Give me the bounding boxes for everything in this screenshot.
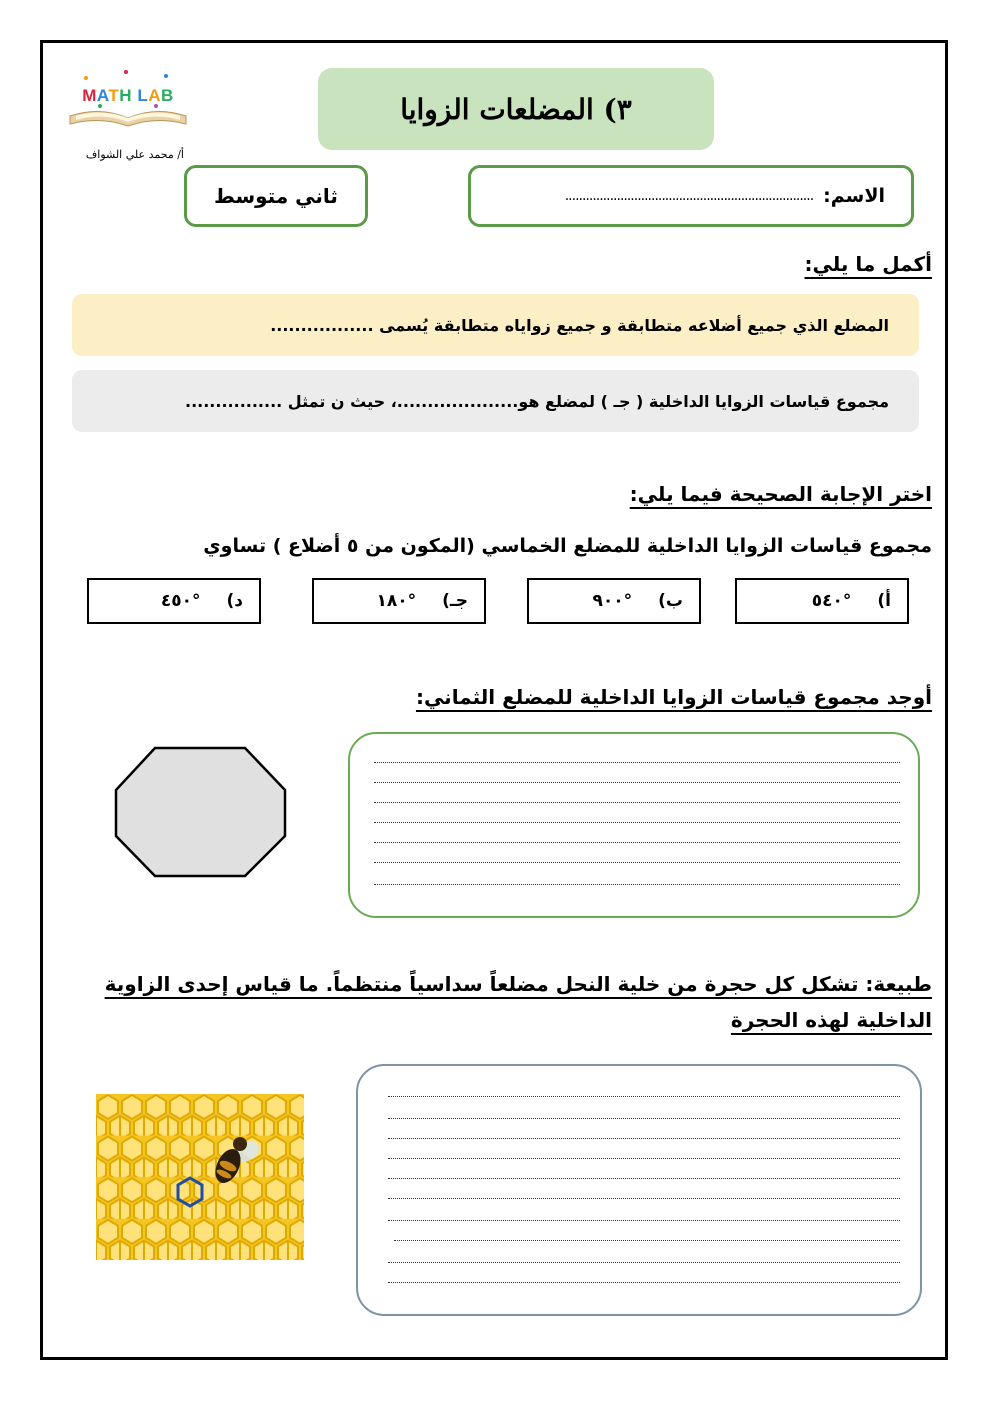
- section3-heading: أوجد مجموع قياسات الزوايا الداخلية للمضلع الثماني:: [415, 685, 932, 709]
- option-d-value: °٤٥٠: [160, 591, 201, 611]
- option-b[interactable]: [527, 578, 701, 624]
- fill-item-2: مجموع قياسات الزوايا الداخلية ( جـ ) لمضلع هو....................، حيث ن تمثل ................: [72, 370, 919, 432]
- name-label: الاسم:: [823, 185, 885, 207]
- hexagon-answer-area[interactable]: [356, 1064, 922, 1316]
- option-c-value: °١٨٠: [376, 591, 417, 611]
- page-title: ٣) المضلعات الزوايا: [318, 68, 714, 150]
- honeycomb-image: [96, 1094, 304, 1260]
- grade-label: ثاني متوسط: [184, 165, 368, 227]
- name-field[interactable]: [468, 165, 914, 227]
- logo-text: MATH LAB: [82, 86, 174, 105]
- section1-heading: أكمل ما يلي:: [804, 252, 932, 276]
- name-dots: ........................................................................: [564, 188, 814, 204]
- author-name: أ/ محمد علي الشواف: [85, 148, 184, 161]
- math-lab-logo: [66, 66, 190, 132]
- octagon-answer-area[interactable]: [348, 732, 920, 918]
- option-d-label: د): [226, 591, 243, 611]
- option-a-label: أ): [877, 591, 891, 611]
- section2-heading: اختر الإجابة الصحيحة فيما يلي:: [629, 482, 932, 506]
- option-c[interactable]: [312, 578, 486, 624]
- option-c-label: جـ): [442, 591, 468, 611]
- option-b-value: °٩٠٠: [592, 591, 633, 611]
- fill-item-1: المضلع الذي جميع أضلاعه متطابقة و جميع زواياه متطابقة يُسمى .................: [72, 294, 919, 356]
- option-b-label: ب): [658, 591, 683, 611]
- option-d[interactable]: [87, 578, 261, 624]
- option-a-value: °٥٤٠: [811, 591, 852, 611]
- mcq-question: مجموع قياسات الزوايا الداخلية للمضلع الخماسي (المكون من ٥ أضلاع ) تساوي: [203, 535, 932, 557]
- octagon-shape: [110, 744, 290, 880]
- section4-heading: طبيعة: تشكل كل حجرة من خلية النحل مضلعاً سداسياً منتظماً. ما قياس إحدى الزاوية الداخلية لهذه الحجرة: [104, 972, 932, 1032]
- option-a[interactable]: [735, 578, 909, 624]
